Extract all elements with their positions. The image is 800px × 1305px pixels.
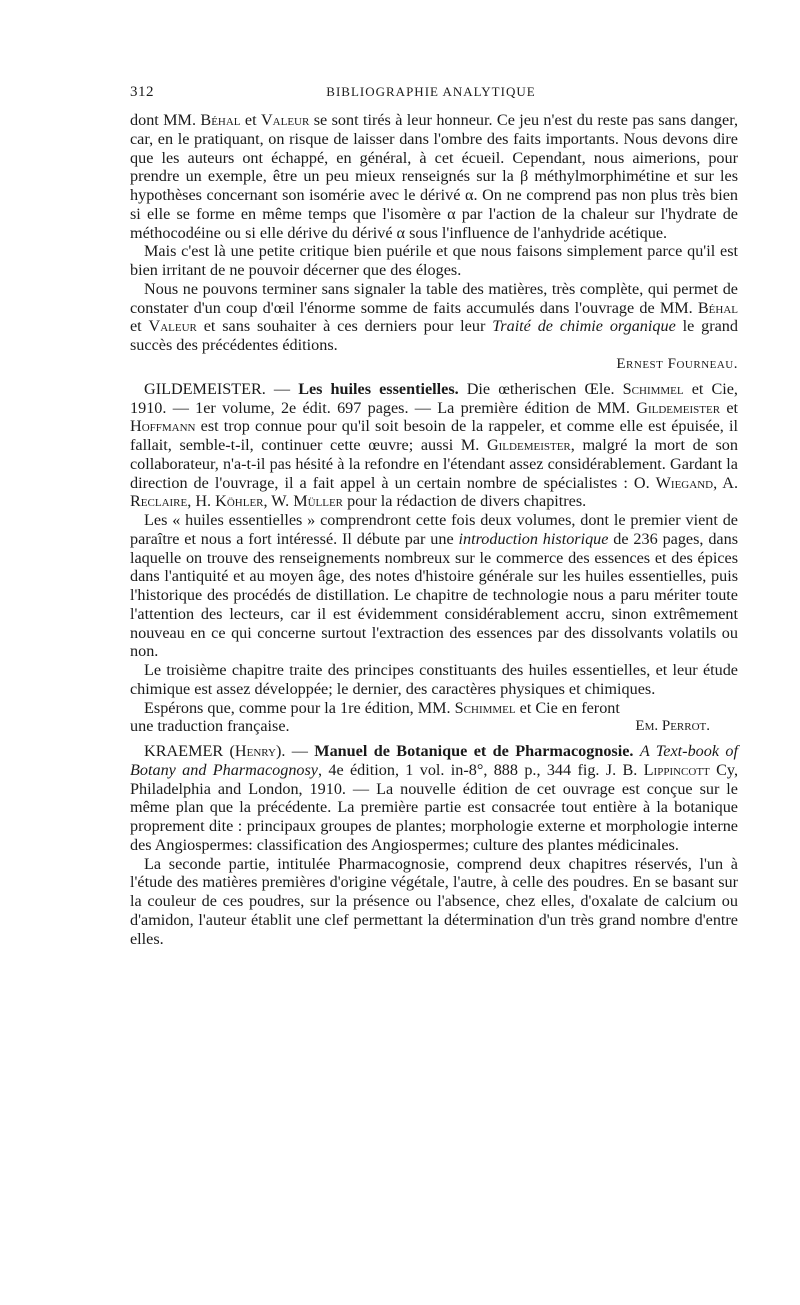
review2-title: Les huiles essentielles. <box>298 379 459 398</box>
review3-paragraph-1: KRAEMER (Henry). — Manuel de Botanique et de Pharmacognosie. A Text-book of Botany and Pharmacognosy, 4e édition, 1 vol. in-8°, 888 p., 344 fig. J. B. Lippincott Cy, Philadelphia and London, 1910. — La nouvelle édition de cet ouvrage est conçue sur le même plan que la précédente. La première partie est consacrée tout entière à la botanique proprement dite : principaux groupes de plantes; morphologie externe et morphologie interne des Angiospermes: classification des Angiospermes; culture des plantes médicinales. <box>130 742 738 854</box>
review1-paragraph-1: dont MM. Béhal et Valeur se sont tirés à leur honneur. Ce jeu n'est du reste pas sans danger, car, en le pratiquant, on risque de laisser dans l'ombre des faits importants. Nous devons dire que les auteurs ont échappé, en général, à cet écueil. Cependant, nous aimerions, pour prendre un exemple, être un peu mieux renseignés sur la β méthylmorphimétine et sur les hypothèses concernant son isomérie avec le dérivé α. On ne comprend pas non plus très bien si elle se forme en même temps que l'isomère α par l'action de la chaleur sur l'hydrate de méthocodéine ou si elle dérive du dérivé α sous l'influence de l'anhydride acétique. <box>130 111 738 242</box>
author-name: Valeur <box>148 317 197 336</box>
review1-paragraph-3: Nous ne pouvons terminer sans signaler la table des matières, très complète, qui permet de constater d'un coup d'œil l'énorme somme de faits accumulés dans l'ouvrage de MM. Béhal et Valeur et sans souhaiter à ces derniers pour leur Traité de chimie organique le grand succès des précédentes éditions. <box>130 279 738 354</box>
page-number: 312 <box>130 84 154 100</box>
review2-author: GILDEMEISTER. — <box>144 379 299 398</box>
review2-paragraph-4: Espérons que, comme pour la 1re édition, MM. Schimmel et Cie en feront <box>144 698 620 717</box>
author-name: Béhal <box>697 298 738 317</box>
author-name: Béhal <box>200 111 241 129</box>
review3-title: Manuel de Botanique et de Pharmacognosie. <box>314 742 634 760</box>
book-title: Traité de chimie organique <box>492 317 676 336</box>
review2-paragraph-1: GILDEMEISTER. — Les huiles essentielles. Die œtherischen Œle. Schimmel et Cie, 1910. — 1er volume, 2e édit. 697 pages. — La première édition de MM. Gildemeister et Hoffmann est trop connue pour qu'il soit besoin de la rappeler, et comme elle est épuisée, il fallait, semble-t-il, continuer cette œuvre; aussi M. Gildemeister, malgré la mort de son collaborateur, n'a-t-il pas hésité à la refondre en l'étendant assez considérablement. Gardant la direction de l'ouvrage, il a fait appel à un certain nombre de spécialistes : O. Wiegand, A. Reclaire, H. Köhler, W. Müller pour la rédaction de divers chapitres. <box>130 379 738 511</box>
review2-paragraph-2: Les « huiles essentielles » comprendront cette fois deux volumes, dont le premier vient de paraître et nous a fort intéressé. Il débute par une introduction historique de 236 pages, dans laquelle on trouve des renseignements nombreux sur le commerce des essences et des épices dans l'antiquité et au moyen âge, des notes d'histoire générale sur les huiles essentielles, puis l'historique des procédés de distillation. Le chapitre de technologie nous a paru mériter toute l'attention des lecteurs, car il est évidemment considérablement accru, sinon extrêmement nouveau en ce qui concerne surtout l'extraction des essences par des dissolvants volatils ou non. <box>130 511 738 661</box>
review2-paragraph-3: Le troisième chapitre traite des principes constituants des huiles essentielles, et leur étude chimique est assez développée; le dernier, des caractères physiques et chimiques. <box>130 661 738 698</box>
page <box>130 84 738 948</box>
review1-signature: Ernest Fourneau. <box>616 355 738 372</box>
page-header <box>130 84 738 101</box>
book-title: A Text-book of Botany and Pharmacognosy <box>130 742 738 779</box>
review2-closing-line: une traduction française. Em. Perrot. <box>130 717 738 736</box>
review1-paragraph-2: Mais c'est là une petite critique bien puérile et que nous faisons simplement parce qu'il est bien irritant de ne pouvoir décerner que des éloges. <box>130 242 738 279</box>
introduction-historique: introduction historique <box>458 529 609 548</box>
review3-paragraph-2: La seconde partie, intitulée Pharmacognosie, comprend deux chapitres réservés, l'un à l'étude des matières premières d'origine végétale, l'autre, à celle des poudres. En se basant sur la couleur de ces poudres, sur la présence ou l'absence, chez elles, d'oxalate de calcium ou d'amidon, l'auteur établit une clef permettant la détermination d'un très grand nombre d'entre elles. <box>130 854 738 948</box>
author-name: Valeur <box>260 111 310 129</box>
running-title: BIBLIOGRAPHIE ANALYTIQUE <box>326 84 536 99</box>
review2-signature: Em. Perrot. <box>635 718 710 735</box>
